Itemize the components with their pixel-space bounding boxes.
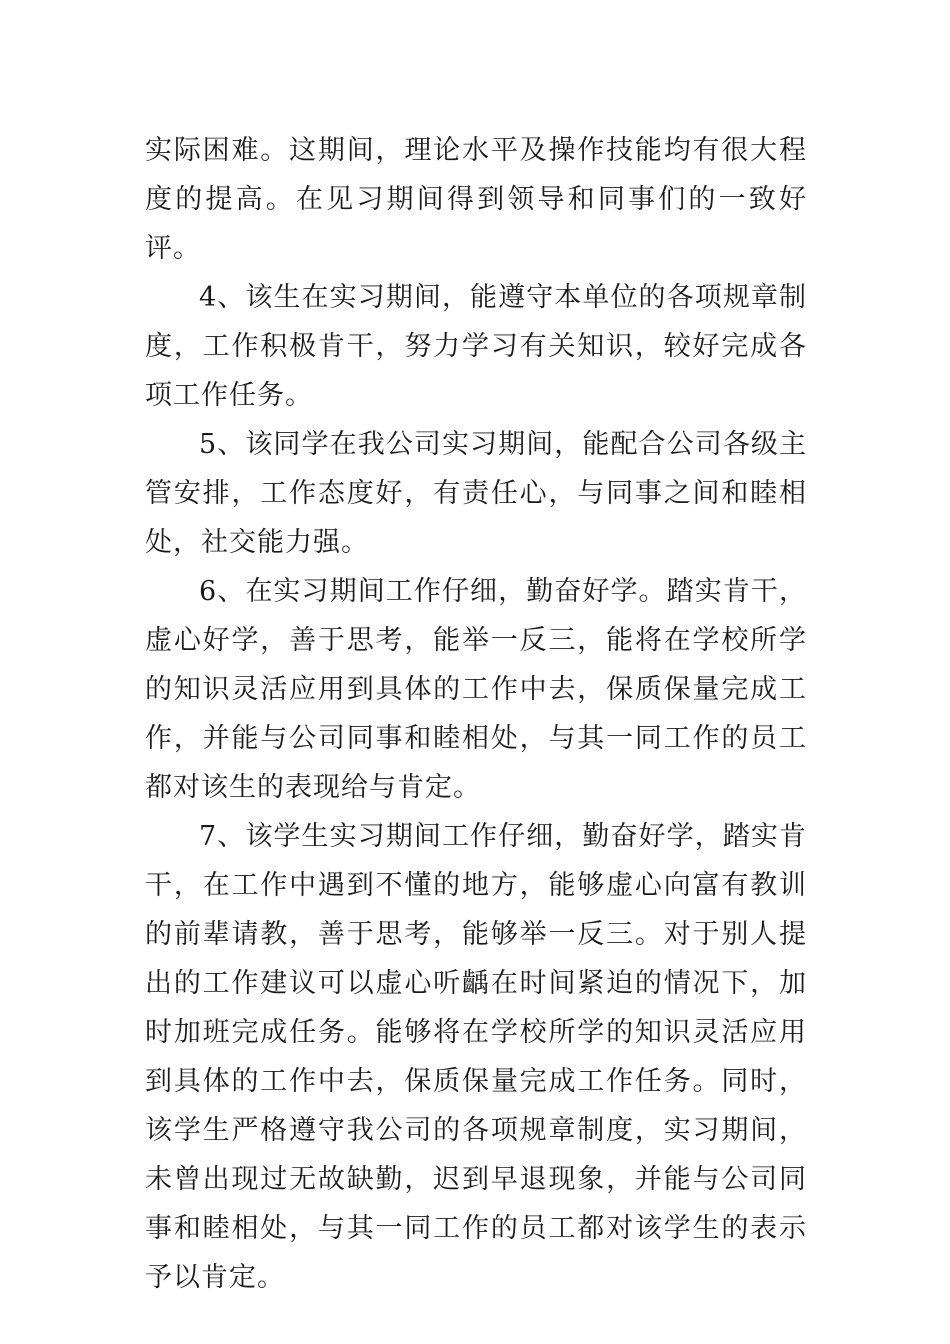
paragraph-item-5: 5、该同学在我公司实习期间，能配合公司各级主管安排，工作态度好，有责任心，与同事之间和睦相处，社交能力强。 <box>145 429 807 558</box>
paragraph-item-7: 7、该学生实习期间工作仔细，勤奋好学，踏实肯干，在工作中遇到不懂的地方，能够虚心向富有教训的前辈请教，善于思考，能够举一反三。对于别人提出的工作建议可以虚心听齲在时间紧迫的情况下，加时加班完成任务。能够将在学校所学的知识灵活应用到具体的工作中去，保质保量完成工作任务。同时，该学生严格遵守我公司的各项规章制度，实习期间，未曾出现过无故缺勤，迟到早退现象，并能与公司同事和睦相处，与其一同工作的员工都对该学生的表示予以肯定。 <box>145 821 807 1293</box>
document-body <box>145 126 807 1302</box>
paragraph-item-6: 6、在实习期间工作仔细，勤奋好学。踏实肯干，虚心好学，善于思考，能举一反三，能将在学校所学的知识灵活应用到具体的工作中去，保质保量完成工作，并能与公司同事和睦相处，与其一同工作的员工都对该生的表现给与肯定。 <box>145 576 807 803</box>
paragraph-item-4: 4、该生在实习期间，能遵守本单位的各项规章制度，工作积极肯干，努力学习有关知识，较好完成各项工作任务。 <box>145 282 807 411</box>
paragraph-continuation: 实际困难。这期间，理论水平及操作技能均有很大程度的提高。在见习期间得到领导和同事们的一致好评。 <box>145 135 807 264</box>
